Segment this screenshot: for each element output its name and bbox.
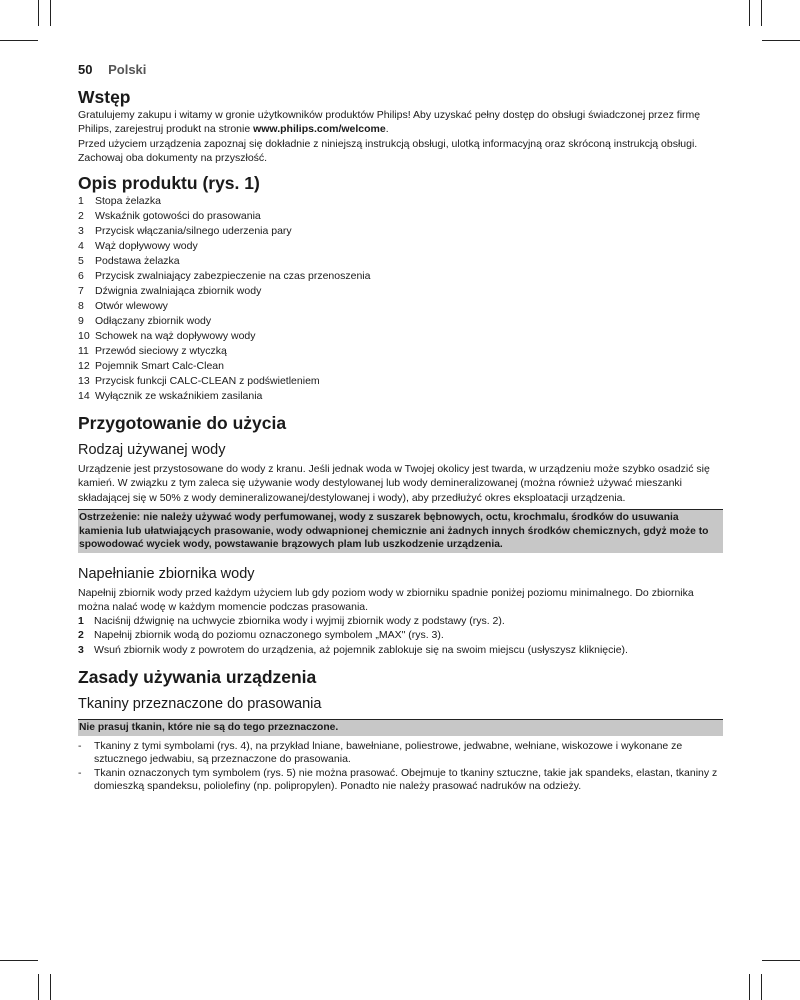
list-item: 10 Schowek na wąż dopływowy wody	[78, 330, 256, 343]
list-item: 1 Stopa żelazka	[78, 195, 161, 208]
page-number: 50	[78, 62, 93, 77]
philips-url[interactable]: www.philips.com/welcome	[253, 123, 386, 136]
intro-title: Wstęp	[78, 87, 131, 107]
fill-tank-text: Napełnij zbiornik wody przed każdym użyciem lub gdy poziom wody w zbiorniku spadnie poniżej poziomu minimalnego. Do zbiornika można nalać wodę w każdym momencie podczas prasowania.	[78, 586, 694, 613]
list-item: 4 Wąż dopływowy wody	[78, 240, 198, 253]
list-item: 11 Przewód sieciowy z wtyczką	[78, 345, 227, 358]
preparation-title: Przygotowanie do użycia	[78, 413, 287, 434]
product-title: Opis produktu (rys. 1)	[78, 173, 260, 194]
list-item: 12 Pojemnik Smart Calc-Clean	[78, 360, 224, 373]
list-item: 3 Przycisk włączania/silnego uderzenia pary	[78, 225, 292, 238]
list-item: 1 Naciśnij dźwignię na uchwycie zbiornika wody i wyjmij zbiornik wody z podstawy (rys. 2).	[78, 615, 505, 628]
parts-list	[78, 194, 723, 404]
usage-section	[78, 667, 723, 794]
intro-paragraph-2: Przed użyciem urządzenia zapoznaj się dokładnie z niniejszą instrukcją obsługi, ulotką informacyjną oraz skróconą instrukcją obsługi. Zachowaj oba dokumenty na przyszłość.	[78, 137, 698, 164]
list-item: 2 Wskaźnik gotowości do prasowania	[78, 210, 261, 223]
list-item: 14 Wyłącznik ze wskaźnikiem zasilania	[78, 390, 263, 403]
fabrics-warning: Nie prasuj tkanin, które nie są do tego przeznaczone.	[78, 719, 723, 736]
water-type-title: Rodzaj używanej wody	[78, 442, 226, 459]
list-item: 6 Przycisk zwalniający zabezpieczenie na czas przenoszenia	[78, 270, 371, 283]
fabrics-list	[78, 740, 723, 794]
language-label: Polski	[108, 62, 147, 77]
fill-tank-title: Napełnianie zbiornika wody	[78, 565, 255, 582]
list-item: 5 Podstawa żelazka	[78, 255, 180, 268]
fill-steps	[78, 614, 723, 657]
fabrics-title: Tkaniny przeznaczone do prasowania	[78, 696, 322, 713]
intro-paragraph-1: Gratulujemy zakupu i witamy w gronie użytkowników produktów Philips! Aby uzyskać pełny dostęp do obsługi świadczonej przez firmę Philips, zarejestruj produkt na stronie www.philips.com/welcome.	[78, 109, 701, 136]
water-warning: Ostrzeżenie: nie należy używać wody perfumowanej, wody z suszarek bębnowych, octu, krochmalu, środków do usuwania kamienia lub ułatwiających prasowanie, wody odwapnionej chemicznie ani żadnych innych środków chemicznych, gdyż może to spowodować wyciek wody, powstawanie brązowych plam lub uszkodzenie urządzenia.	[78, 509, 723, 553]
product-section	[78, 173, 723, 404]
page-header	[78, 62, 723, 77]
intro-section	[78, 87, 723, 165]
list-item: 8 Otwór wlewowy	[78, 300, 168, 313]
list-item: 9 Odłączany zbiornik wody	[78, 315, 212, 328]
list-item: 2 Napełnij zbiornik wodą do poziomu oznaczonego symbolem „MAX" (rys. 3).	[78, 629, 444, 642]
list-item: 3 Wsuń zbiornik wody z powrotem do urządzenia, aż pojemnik zablokuje się na swoim miejscu (usłyszysz kliknięcie).	[78, 643, 628, 656]
water-type-text: Urządzenie jest przystosowane do wody z kranu. Jeśli jednak woda w Twojej okolicy jest twarda, w urządzeniu może szybko osadzić się kamień. W związku z tym zaleca się używanie wody destylowanej lub wody demineralizowanej (można również używać mieszanki składającej się w 50% z wody demineralizowanej/destylowanej i wody), aby przedłużyć okres eksploatacji urządzenia.	[78, 463, 710, 504]
list-item: 13 Przycisk funkcji CALC-CLEAN z podświetleniem	[78, 375, 320, 388]
usage-title: Zasady używania urządzenia	[78, 667, 317, 688]
list-item: 7 Dźwignia zwalniająca zbiornik wody	[78, 285, 262, 298]
list-item: - Tkanin oznaczonych tym symbolem (rys. 5) nie można prasować. Obejmuje to tkaniny sztuczne, takie jak spandeks, elastan, tkaniny z domieszką spandeksu, poliolefiny (np. polipropylen). Ponadto nie należy prasować nadruków na odzieży.	[78, 766, 718, 793]
manual-page	[78, 62, 723, 794]
list-item: - Tkaniny z tymi symbolami (rys. 4), na przykład lniane, bawełniane, poliestrowe, jedwabne, wełniane, wiskozowe i wykonane ze sztucznego jedwabiu, są przeznaczone do prasowania.	[78, 739, 683, 766]
preparation-section	[78, 413, 723, 657]
